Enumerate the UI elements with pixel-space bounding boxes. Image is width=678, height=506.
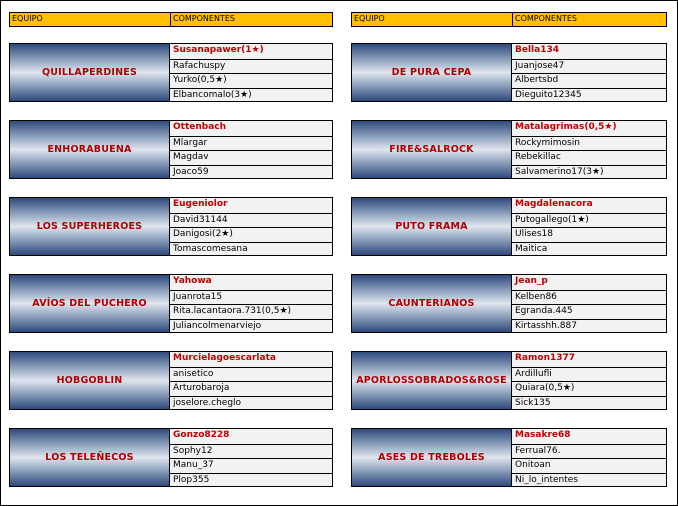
member-row[interactable]	[170, 150, 332, 165]
captain-name: Masakre68	[515, 430, 571, 440]
members-cell	[169, 428, 333, 487]
member-row[interactable]	[170, 319, 332, 334]
member-row[interactable]	[512, 136, 666, 151]
right-header-equipo: EQUIPO	[354, 14, 385, 23]
member-name: Ni_lo_intentes	[515, 474, 578, 485]
team-name: LOS TELEÑECOS	[45, 452, 134, 463]
left-team-block	[9, 197, 333, 256]
member-row[interactable]	[170, 136, 332, 151]
member-row[interactable]	[170, 242, 332, 257]
right-header	[351, 12, 667, 27]
member-name: Kirtasshh.887	[515, 320, 577, 331]
member-name: Rebekillac	[515, 152, 561, 162]
member-row[interactable]	[512, 396, 666, 411]
member-row[interactable]	[512, 290, 666, 305]
member-row[interactable]	[512, 304, 666, 319]
member-row[interactable]	[512, 242, 666, 257]
member-name: anisetico	[173, 368, 214, 379]
member-name: Joaco59	[173, 166, 209, 177]
member-name: Rita.lacantaora.731(0,5★)	[173, 306, 292, 316]
member-name: Tomascomesana	[173, 243, 248, 254]
member-row[interactable]	[512, 319, 666, 334]
right-team-block	[351, 274, 667, 333]
members-cell	[511, 43, 667, 102]
team-name: FIRE&SALROCK	[389, 144, 474, 155]
member-name: Dieguito12345	[515, 89, 582, 100]
members-cell	[169, 43, 333, 102]
team-name: APORLOSSOBRADOS&ROSE	[356, 375, 507, 386]
member-row[interactable]	[170, 304, 332, 319]
member-row[interactable]	[512, 213, 666, 228]
member-name: Kelben86	[515, 291, 557, 302]
member-name: Manu_37	[173, 460, 214, 470]
member-row[interactable]	[512, 275, 666, 290]
member-row[interactable]	[170, 429, 332, 444]
member-row[interactable]	[170, 73, 332, 88]
left-team-block	[9, 274, 333, 333]
member-row[interactable]	[512, 150, 666, 165]
member-name: Egranda.445	[515, 306, 573, 316]
member-name: Ardillufli	[515, 368, 552, 379]
member-name: Yurko(0,5★)	[173, 75, 227, 85]
member-row[interactable]	[512, 444, 666, 459]
team-name: HOBGOBLIN	[56, 375, 123, 386]
member-row[interactable]	[170, 44, 332, 59]
member-row[interactable]	[170, 396, 332, 411]
member-row[interactable]	[170, 458, 332, 473]
captain-name: Murcielagoescarlata	[173, 353, 276, 363]
member-name: Ferrual76.	[515, 445, 561, 456]
captain-name: Jean_p	[515, 276, 548, 286]
members-cell	[169, 197, 333, 256]
member-name: Juanrota15	[173, 291, 223, 302]
left-header-componentes: COMPONENTES	[173, 14, 235, 23]
team-name-cell[interactable]	[9, 120, 170, 179]
member-row[interactable]	[170, 473, 332, 488]
member-row[interactable]	[170, 352, 332, 367]
member-name: Magdav	[173, 152, 209, 162]
team-name: ASES DE TREBOLES	[378, 452, 485, 463]
member-row[interactable]	[170, 198, 332, 213]
right-team-block	[351, 120, 667, 179]
member-name: Maitica	[515, 243, 548, 254]
member-row[interactable]	[512, 59, 666, 74]
members-cell	[169, 120, 333, 179]
members-cell	[511, 197, 667, 256]
right-team-block	[351, 351, 667, 410]
captain-name: Yahowa	[173, 276, 212, 286]
member-name: Albertsbd	[515, 75, 559, 85]
member-row[interactable]	[170, 88, 332, 103]
member-row[interactable]	[512, 429, 666, 444]
team-name: PUTO FRAMA	[395, 221, 468, 232]
team-name-cell[interactable]	[351, 428, 512, 487]
member-row[interactable]	[512, 352, 666, 367]
team-name-cell[interactable]	[351, 43, 512, 102]
member-row[interactable]	[512, 73, 666, 88]
team-name-cell[interactable]	[9, 428, 170, 487]
member-row[interactable]	[512, 458, 666, 473]
team-name-cell[interactable]	[351, 120, 512, 179]
team-name-cell[interactable]	[351, 351, 512, 410]
captain-name: Gonzo8228	[173, 430, 230, 440]
captain-name: Eugeniolor	[173, 199, 228, 209]
team-name: CAUNTERIANOS	[388, 298, 475, 309]
member-name: Mlargar	[173, 137, 208, 148]
member-name: Sick135	[515, 397, 551, 408]
captain-name: Matalagrimas(0,5★)	[515, 122, 617, 132]
captain-name: Ottenbach	[173, 122, 227, 132]
left-team-block	[9, 428, 333, 487]
team-name-cell[interactable]	[9, 274, 170, 333]
member-name: Putogallego(1★)	[515, 214, 589, 225]
right-team-block	[351, 197, 667, 256]
team-name: QUILLAPERDINES	[41, 67, 138, 78]
captain-name: Magdalenacora	[515, 199, 593, 209]
captain-name: Ramon1377	[515, 353, 576, 363]
member-name: Danigosi(2★)	[173, 229, 233, 239]
member-name: joselore.cheglo	[173, 397, 242, 408]
members-cell	[511, 120, 667, 179]
right-team-block	[351, 428, 667, 487]
member-row[interactable]	[170, 165, 332, 180]
member-name: Elbancomalo(3★)	[173, 89, 252, 100]
team-name-cell[interactable]	[9, 197, 170, 256]
member-name: Quiara(0,5★)	[515, 383, 575, 393]
left-header-equipo: EQUIPO	[12, 14, 43, 23]
team-name: LOS SUPERHEROES	[36, 221, 143, 232]
left-header	[9, 12, 333, 27]
left-team-block	[9, 43, 333, 102]
member-row[interactable]	[170, 381, 332, 396]
member-name: Juliancolmenarviejo	[173, 320, 262, 331]
team-name-cell[interactable]	[351, 274, 512, 333]
member-name: Arturobaroja	[173, 383, 230, 393]
left-team-block	[9, 351, 333, 410]
member-name: Sophy12	[173, 445, 213, 456]
members-cell	[511, 428, 667, 487]
team-name-cell[interactable]	[9, 351, 170, 410]
members-cell	[511, 351, 667, 410]
team-name: ENHORABUENA	[47, 144, 132, 155]
member-name: Rafachuspy	[173, 60, 226, 71]
members-cell	[511, 274, 667, 333]
member-row[interactable]	[170, 290, 332, 305]
member-row[interactable]	[170, 275, 332, 290]
member-row[interactable]	[170, 213, 332, 228]
member-name: Onitoan	[515, 460, 551, 470]
member-row[interactable]	[512, 198, 666, 213]
members-cell	[169, 351, 333, 410]
right-team-block	[351, 43, 667, 102]
member-name: Rockymimosin	[515, 137, 580, 148]
member-row[interactable]	[512, 367, 666, 382]
member-row[interactable]	[512, 88, 666, 103]
member-row[interactable]	[512, 165, 666, 180]
member-row[interactable]	[170, 59, 332, 74]
members-cell	[169, 274, 333, 333]
team-name-cell[interactable]	[9, 43, 170, 102]
member-row[interactable]	[170, 227, 332, 242]
member-row[interactable]	[512, 121, 666, 136]
member-row[interactable]	[512, 381, 666, 396]
team-name: AVÍOS DEL PUCHERO	[32, 298, 147, 309]
member-row[interactable]	[170, 367, 332, 382]
member-name: Juanjose47	[515, 60, 565, 71]
member-name: Ulises18	[515, 229, 553, 239]
member-row[interactable]	[170, 121, 332, 136]
member-name: David31144	[173, 214, 228, 225]
member-row[interactable]	[512, 473, 666, 488]
team-name-cell[interactable]	[351, 197, 512, 256]
member-row[interactable]	[512, 227, 666, 242]
captain-name: Bella134	[515, 45, 559, 55]
right-header-componentes: COMPONENTES	[515, 14, 577, 23]
member-row[interactable]	[512, 44, 666, 59]
team-name: DE PURA CEPA	[391, 67, 472, 78]
member-row[interactable]	[170, 444, 332, 459]
member-name: Plop355	[173, 474, 210, 485]
member-name: Salvamerino17(3★)	[515, 166, 604, 177]
left-team-block	[9, 120, 333, 179]
captain-name: Susanapawer(1★)	[173, 45, 264, 55]
